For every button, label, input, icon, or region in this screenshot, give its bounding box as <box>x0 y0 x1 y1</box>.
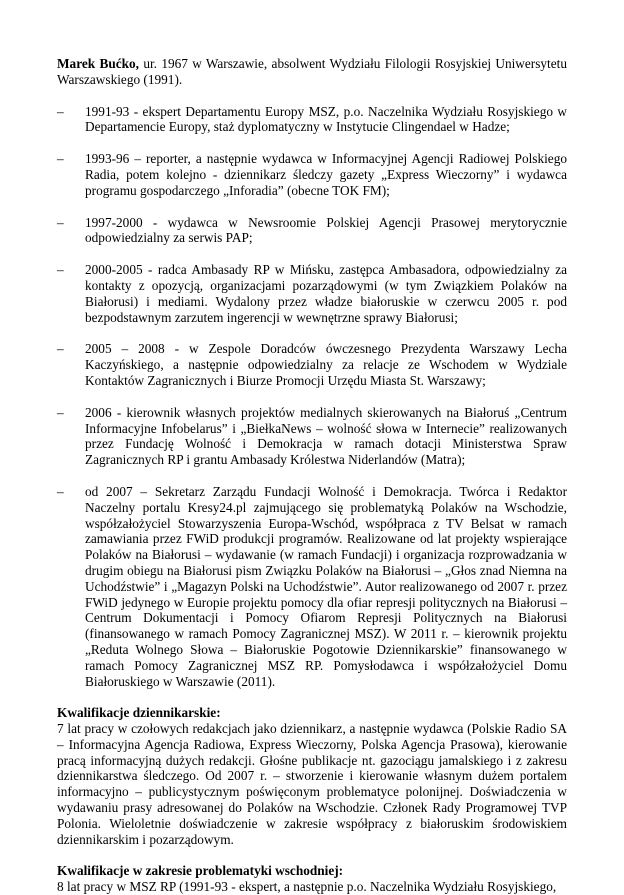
career-item <box>57 484 567 689</box>
career-item-text: 1991-93 - ekspert Departamentu Europy MSZ, p.o. Naczelnika Wydziału Rosyjskiego w Departamencie Europy, staż dyplomatyczny w Instytucie Clingendael w Hadze; <box>85 103 567 135</box>
career-item <box>57 151 567 198</box>
intro-paragraph <box>57 56 567 88</box>
career-item-text: 2005 – 2008 - w Zespole Doradców ówczesnego Prezydenta Warszawy Lecha Kaczyńskiego, a następnie odpowiedzialny za relacje ze Wschodem w Wydziale Kontaktów Zagranicznych i Biurze Promocji Urzędu Miasta St. Warszawy; <box>85 341 567 388</box>
career-item <box>57 262 567 325</box>
dash-bullet: – <box>57 262 64 278</box>
career-item-text: 2006 - kierownik własnych projektów medialnych skierowanych na Białoruś „Centrum Informacyjne Infobelarus” i „BiełkaNews – wolność słowa w Internecie” realizowanych przez Fundację Wolność i Demokracja w ramach dotacji Ministerstwa Spraw Zagranicznych RP i grantu Ambasady Królestwa Niderlandów (Matra); <box>85 404 567 468</box>
person-name: Marek Bućko, <box>57 56 140 71</box>
section-heading: Kwalifikacje dziennikarskie: <box>57 705 221 721</box>
dash-bullet: – <box>57 404 64 420</box>
dash-bullet: – <box>57 483 64 499</box>
career-item <box>57 104 567 136</box>
career-item <box>57 405 567 468</box>
section-eastern-affairs <box>57 863 567 895</box>
career-item-text: 1997-2000 - wydawca w Newsroomie Polskiej Agencji Prasowej merytorycznie odpowiedzialny za serwis PAP; <box>85 214 567 246</box>
career-item <box>57 215 567 247</box>
career-item-text: 1993-96 – reporter, a następnie wydawca w Informacyjnej Agencji Radiowej Polskiego Radia, potem kolejno - dziennikarz śledczy gazety „Express Wieczorny” i wydawca programu gospodarczego „Inforadia” (obecne TOK FM); <box>85 151 567 198</box>
dash-bullet: – <box>57 341 64 357</box>
career-item-text: 2000-2005 - radca Ambasady RP w Mińsku, zastępca Ambasadora, odpowiedzialny za kontakty z opozycją, organizacjami pozarządowymi (w tym Związkiem Polaków na Białorusi) i mediami. Wydalony przez władze białoruskie w czerwcu 2005 r. pod bezpodstawnym zarzutem ingerencji w wewnętrzne sprawy Białorusi; <box>85 262 567 325</box>
dash-bullet: – <box>57 214 64 230</box>
intro-text: ur. 1967 w Warszawie, absolwent Wydziału Filologii Rosyjskiej Uniwersytetu Warszawskiego (1991). <box>57 56 567 87</box>
document-page <box>57 56 567 895</box>
dash-bullet: – <box>57 103 64 119</box>
section-journalism <box>57 705 567 847</box>
dash-bullet: – <box>57 151 64 167</box>
career-item <box>57 341 567 388</box>
section-text: 8 lat pracy w MSZ RP (1991-93 - ekspert, a następnie p.o. Naczelnika Wydziału Rosyjskiego, <box>57 879 557 895</box>
career-list <box>57 104 567 690</box>
career-item-text: od 2007 – Sekretarz Zarządu Fundacji Wolność i Demokracja. Twórca i Redaktor Naczelny portalu Kresy24.pl zajmującego się problematyką Polaków na Wschodzie, współzałożyciel Stowarzyszenia Europa-Wschód, współpraca z TV Belsat w ramach zamawiania przez FWiD produkcji programów. Realizowane od lat projekty wspierające Polaków na Białorusi – wydawanie (w ramach Fundacji) i organizacja rozprowadzania w drugim obiegu na Białorusi pism Związku Polaków na Białorusi – „Głos znad Niemna na Uchodźstwie” i „Magazyn Polski na Uchodźstwie”. Autor realizowanego od 2007 r. przez FWiD jedynego w Europie projektu pomocy dla ofiar represji politycznych na Białorusi – Centrum Dokumentacji i Pomocy Ofiarom Represji Politycznych na Białorusi (finansowanego w ramach Pomocy Zagranicznej MSZ). W 2011 r. – kierownik projektu „Reduta Wolnego Słowa – Białoruskie Pogotowie Dziennikarskie” finansowanego w ramach Pomocy Zagranicznej MSZ RP. Pomysłodawca i współzałożyciel Domu Białoruskiego w Warszawie (2011). <box>85 483 567 689</box>
section-text: 7 lat pracy w czołowych redakcjach jako dziennikarz, a następnie wydawca (Polskie Radio SA – Informacyjna Agencja Radiowa, Express Wieczorny, Polska Agencja Prasowa), kierowanie pracą informacyjną dużych redakcji. Głośne publikacje nt. gazociągu jamalskiego i z zakresu dziennikarstwa śledczego. Od 2007 r. – stworzenie i kierowanie własnym dużem portalem informacyjno – publicystycznym poświęconym problematyce polonijnej. Doświadczenia w wydawaniu prasy adresowanej do Polaków na Wschodzie. Członek Rady Programowej TVP Polonia. Wieloletnie doświadczenie w zakresie współpracy z białoruskim środowiskiem dziennikarskim i pozarządowym. <box>57 721 567 847</box>
section-heading: Kwalifikacje w zakresie problematyki wschodniej: <box>57 863 344 879</box>
